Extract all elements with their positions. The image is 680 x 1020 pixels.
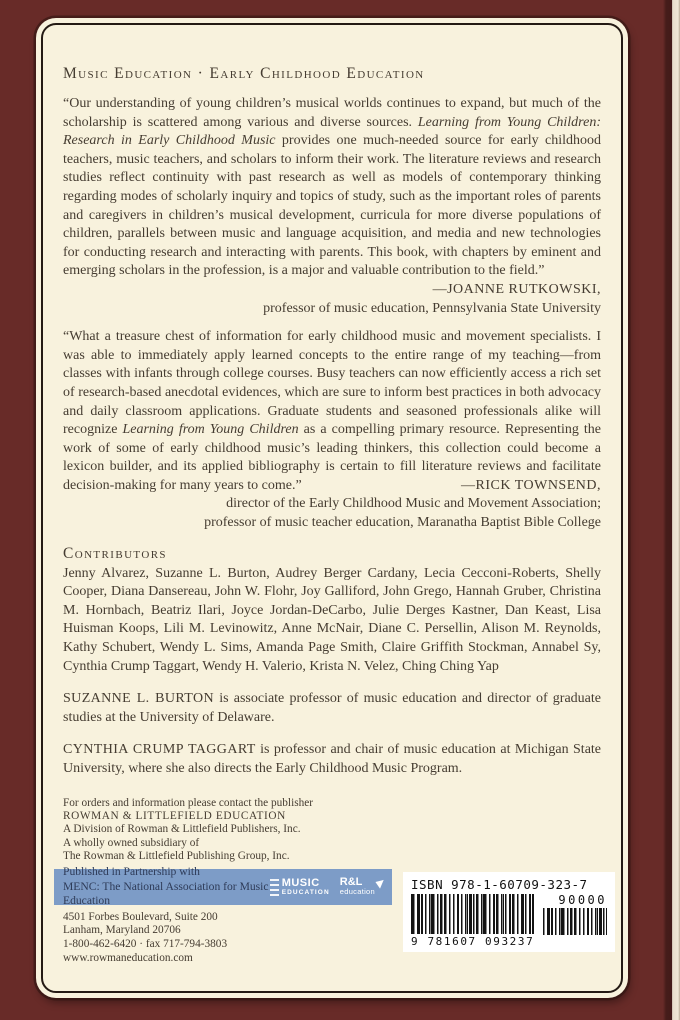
contributors-heading: Contributors xyxy=(63,544,167,562)
publisher-address-line-2: Lanham, Maryland 20706 xyxy=(63,924,181,937)
bio-suzanne-burton xyxy=(63,690,601,727)
quote2-attribution-title-1: director of the Early Childhood Music and Movement Association; xyxy=(226,496,601,512)
quote1-attribution-title: professor of music education, Pennsylvania State University xyxy=(263,300,601,316)
back-cover-content xyxy=(41,23,623,993)
publisher-contact-line: For orders and information please contact the publisher xyxy=(63,796,314,809)
bio-suzanne-burton-text: SUZANNE L. BURTON is associate professor of music education and director of graduate studies at the University of Delaware. xyxy=(63,691,601,725)
publisher-website: www.rowmaneducation.com xyxy=(63,952,193,965)
menc-partnership-banner xyxy=(54,865,392,907)
partnership-line-1: Published in Partnership with xyxy=(63,865,200,879)
contributors-list: Jenny Alvarez, Suzanne L. Burton, Audrey Berger Cardany, Lecia Cecconi-Roberts, Shelly Cooper, Diana Dansereau, John W. Flohr, Joy Galliford, John Grego, Hannah Gruber, Christina M. Hornbach, Beatriz Ilari, Joyce Jordan-DeCarbo, Julie Derges Kastner, Dan Keast, Lisa Huisman Koops, Lili M. Levinowitz, Anne McNair, Diane C. Persellin, Alison M. Reynolds, Kathy Schubert, Wendy L. Sims, Amanda Page Smith, Claire Griffith Stockman, Annabel Sy, Cynthia Crump Taggart, Wendy H. Valerio, Krista N. Velez, Ching Ching Yap xyxy=(63,565,601,674)
bio-cynthia-taggart-text: CYNTHIA CRUMP TAGGART is professor and chair of music education at Michigan State University, where she also directs the Early Childhood Music Program. xyxy=(63,742,602,776)
publisher-address-line-1: 4501 Forbes Boulevard, Suite 200 xyxy=(63,910,218,923)
publisher-phone: 1-800-462-6420 · fax 717-794-3803 xyxy=(63,938,228,951)
barcode-price-code: 90000 xyxy=(558,893,607,907)
quote1-attribution-name: —JOANNE RUTKOWSKI, xyxy=(432,281,601,297)
banner-logos xyxy=(270,877,385,896)
quote2-body: “What a treasure chest of information for early childhood music and movement specialists. I was able to immediately apply learned concepts to the entire range of my teaching—from classes with infants through college courses. Busy teachers can now efficiently access a rich set of research-based anecdotal evidences, which are sure to inform best practices in both advocacy and daily classroom applications. Graduate students and seasoned professionals alike will recognize Learning from Young Children as a compelling primary resource. Representing the work of some of early childhood music’s leading thinkers, this collection could become a lexicon builder, and its applied bibliography is certain to fill literature reviews and facilitate decision-making for many years to come.” xyxy=(63,329,601,493)
publisher-subsidiary-line-1: A wholly owned subsidiary of xyxy=(63,836,200,849)
barcode-addon xyxy=(543,894,607,935)
quote2-attribution-name: —RICK TOWNSEND, xyxy=(461,477,601,493)
quote2-attribution xyxy=(63,495,601,532)
ean-bars xyxy=(411,894,534,934)
back-cover-card xyxy=(36,18,628,998)
menc-logo-line-2: EDUCATION xyxy=(281,888,330,896)
barcode-bars-row xyxy=(411,894,607,948)
ean-barcode xyxy=(411,894,534,948)
publisher-division: A Division of Rowman & Littlefield Publishers, Inc. xyxy=(63,823,301,836)
bio-cynthia-taggart xyxy=(63,741,601,778)
category-line: Music Education · Early Childhood Education xyxy=(63,65,425,82)
publisher-block xyxy=(63,797,601,864)
menc-music-education-logo xyxy=(270,878,330,896)
menc-mark-icon xyxy=(270,878,279,896)
quote1-body: “Our understanding of young children’s musical worlds continues to expand, but much of the scholarship is scattered among various and diverse sources. Learning from Young Children: Research in Early Childhood Music provides one much-needed source for early childhood teachers, music teachers, and scholars to inform their work. The literature reviews and research studies reflect continuity with past research as well as models of contemporary thinking regarding modes of scholarly inquiry and topics of study, such as the important roles of parents and caregivers in children’s musical development, curricula for more diverse populations of children, parallels between music and language acquisition, and media and new technologies for conducting research and interacting with parents. This book, with chapters by eminent and emerging scholars in the profession, is a major and valuable contribution to the field.” xyxy=(63,96,601,279)
publisher-name: ROWMAN & LITTLEFIELD EDUCATION xyxy=(63,810,286,822)
ean-digits: 9 781607 093237 xyxy=(411,935,535,948)
quote1-attribution xyxy=(63,281,601,318)
addon-bars xyxy=(543,908,607,935)
photo-right-edge xyxy=(663,0,680,1020)
menc-logo-line-1: MUSIC xyxy=(281,876,320,889)
publisher-subsidiary-line-2: The Rowman & Littlefield Publishing Group, Inc. xyxy=(63,850,290,863)
rl-bird-icon xyxy=(375,878,386,889)
rl-education-logo xyxy=(340,877,385,896)
rl-logo-line-1: R&L xyxy=(339,876,363,889)
isbn-number: ISBN 978-1-60709-323-7 xyxy=(411,877,588,892)
quote2-attribution-title-2: professor of music teacher education, Maranatha Baptist Bible College xyxy=(204,515,601,531)
quote2-text xyxy=(63,328,601,495)
quote1-text xyxy=(63,95,601,281)
menc-logo-text xyxy=(282,878,330,896)
rl-logo-line-2: education xyxy=(339,887,375,897)
partnership-text xyxy=(63,865,270,908)
partnership-line-2: MENC: The National Association for Music Education xyxy=(63,879,269,907)
isbn-barcode xyxy=(403,872,615,952)
